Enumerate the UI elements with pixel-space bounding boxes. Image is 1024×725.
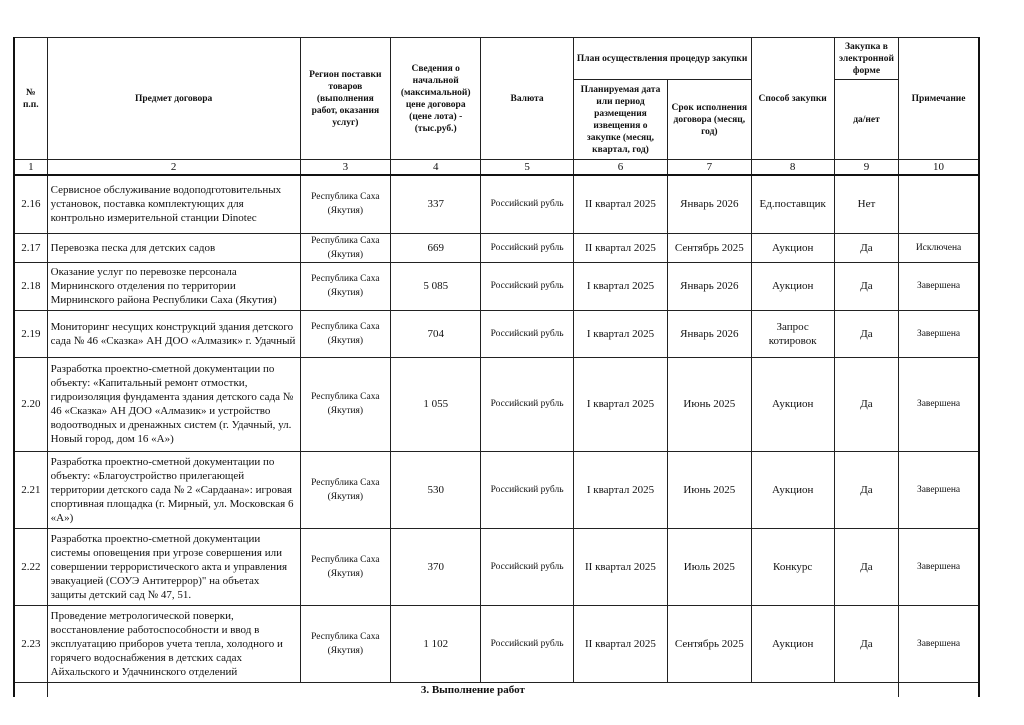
row-currency: Российский рубль [481, 175, 573, 233]
column-number: 5 [481, 160, 573, 176]
row-currency: Российский рубль [481, 528, 573, 605]
header-deadline: Срок исполнения договора (месяц, год) [668, 80, 751, 160]
row-method: Аукцион [751, 451, 834, 528]
row-currency: Российский рубль [481, 233, 573, 262]
header-electronic: да/нет [834, 80, 898, 160]
header-subject: Предмет договора [47, 38, 300, 160]
row-method: Конкурс [751, 528, 834, 605]
row-subject: Перевозка песка для детских садов [47, 233, 300, 262]
row-number: 2.16 [14, 175, 47, 233]
row-subject: Разработка проектно-сметной документации по объекту: «Благоустройство прилегающей территории детского сада № 2 «Сардаана»: игровая спортивная площадка (г. Мирный, ул. Московская 6 «А») [47, 451, 300, 528]
row-subject: Разработка проектно-сметной документации системы оповещения при угрозе совершения или совершении террористического акта и управления эвакуацией (СОУЭ Антитеррор)" на объетах защиты детский сад № 47, 51. [47, 528, 300, 605]
row-note: Завершена [899, 262, 979, 310]
row-notice-date: I квартал 2025 [573, 451, 667, 528]
row-notice-date: I квартал 2025 [573, 357, 667, 451]
row-subject: Разработка проектно-сметной документации по объекту: «Капитальный ремонт отмостки, гидроизоляция фундамента здания детского сада № 46 «Сказка» АН ДОО «Алмазик» и устройство водоотводных и дренажных систем (г. Удачный, ул. Новый город, дом 16 «А») [47, 357, 300, 451]
row-price: 5 085 [391, 262, 481, 310]
column-number: 8 [751, 160, 834, 176]
row-number: 2.22 [14, 528, 47, 605]
row-number: 2.18 [14, 262, 47, 310]
row-deadline: Сентябрь 2025 [668, 233, 751, 262]
row-note: Завершена [899, 605, 979, 682]
column-number: 9 [834, 160, 898, 176]
row-note: Завершена [899, 528, 979, 605]
row-price: 530 [391, 451, 481, 528]
row-number: 2.20 [14, 357, 47, 451]
row-region: Республика Саха (Якутия) [300, 310, 390, 357]
row-method: Ед.поставщик [751, 175, 834, 233]
row-electronic: Да [834, 605, 898, 682]
row-price: 1 102 [391, 605, 481, 682]
header-number: № п.п. [14, 38, 47, 160]
table-row [14, 233, 979, 262]
row-deadline: Июнь 2025 [668, 451, 751, 528]
row-notice-date: II квартал 2025 [573, 233, 667, 262]
column-number: 2 [47, 160, 300, 176]
row-method: Аукцион [751, 357, 834, 451]
row-deadline: Январь 2026 [668, 310, 751, 357]
row-method: Аукцион [751, 262, 834, 310]
header-currency: Валюта [481, 38, 573, 160]
header-plan-group: План осуществления процедур закупки [573, 38, 751, 80]
table-row [14, 528, 979, 605]
row-number: 2.23 [14, 605, 47, 682]
row-subject: Проведение метрологической поверки, восстановление работоспособности и ввод в эксплуатацию приборов учета тепла, холодного и горячего водоснабжения в детских садах Айхальского и Удачнинского отделений [47, 605, 300, 682]
row-notice-date: II квартал 2025 [573, 528, 667, 605]
row-deadline: Сентябрь 2025 [668, 605, 751, 682]
column-number: 3 [300, 160, 390, 176]
row-method: Аукцион [751, 605, 834, 682]
column-numbers-row [14, 160, 979, 176]
row-region: Республика Саха (Якутия) [300, 605, 390, 682]
row-electronic: Да [834, 451, 898, 528]
table-row [14, 175, 979, 233]
row-method: Запрос котировок [751, 310, 834, 357]
table-row [14, 310, 979, 357]
row-price: 370 [391, 528, 481, 605]
row-note: Завершена [899, 310, 979, 357]
row-notice-date: I квартал 2025 [573, 310, 667, 357]
row-price: 337 [391, 175, 481, 233]
header-electronic-group: Закупка в электронной форме [834, 38, 898, 80]
row-deadline: Июнь 2025 [668, 357, 751, 451]
row-currency: Российский рубль [481, 605, 573, 682]
row-region: Республика Саха (Якутия) [300, 451, 390, 528]
row-notice-date: II квартал 2025 [573, 605, 667, 682]
section-title: 3. Выполнение работ [47, 682, 898, 697]
row-region: Республика Саха (Якутия) [300, 357, 390, 451]
row-number: 2.21 [14, 451, 47, 528]
procurement-plan-table [13, 37, 980, 697]
row-number: 2.19 [14, 310, 47, 357]
row-region: Республика Саха (Якутия) [300, 528, 390, 605]
column-number: 4 [391, 160, 481, 176]
row-region: Республика Саха (Якутия) [300, 175, 390, 233]
row-subject: Сервисное обслуживание водоподготовительных установок, поставка комплектующих для контрольно измерительной станции Dinotec [47, 175, 300, 233]
row-currency: Российский рубль [481, 451, 573, 528]
row-electronic: Да [834, 357, 898, 451]
row-electronic: Да [834, 310, 898, 357]
row-deadline: Январь 2026 [668, 262, 751, 310]
column-number: 6 [573, 160, 667, 176]
row-number: 2.17 [14, 233, 47, 262]
column-number: 10 [899, 160, 979, 176]
row-note: Завершена [899, 357, 979, 451]
row-deadline: Июль 2025 [668, 528, 751, 605]
row-notice-date: I квартал 2025 [573, 262, 667, 310]
row-note [899, 175, 979, 233]
row-price: 669 [391, 233, 481, 262]
row-currency: Российский рубль [481, 357, 573, 451]
row-price: 704 [391, 310, 481, 357]
column-number: 7 [668, 160, 751, 176]
row-notice-date: II квартал 2025 [573, 175, 667, 233]
header-method: Способ закупки [751, 38, 834, 160]
header-note: Примечание [899, 38, 979, 160]
header-notice-date: Планируемая дата или период размещения извещения о закупке (месяц, квартал, год) [573, 80, 667, 160]
row-note: Исключена [899, 233, 979, 262]
row-currency: Российский рубль [481, 310, 573, 357]
row-subject: Мониторинг несущих конструкций здания детского сада № 46 «Сказка» АН ДОО «Алмазик» г. Удачный [47, 310, 300, 357]
table-row [14, 262, 979, 310]
row-electronic: Да [834, 528, 898, 605]
table-row [14, 605, 979, 682]
section-row [14, 682, 979, 697]
row-subject: Оказание услуг по перевозке персонала Мирнинского отделения по территории Мирнинского района Республики Саха (Якутия) [47, 262, 300, 310]
table-row [14, 451, 979, 528]
row-deadline: Январь 2026 [668, 175, 751, 233]
row-region: Республика Саха (Якутия) [300, 262, 390, 310]
row-method: Аукцион [751, 233, 834, 262]
row-price: 1 055 [391, 357, 481, 451]
row-electronic: Нет [834, 175, 898, 233]
row-note: Завершена [899, 451, 979, 528]
row-electronic: Да [834, 233, 898, 262]
header-price: Сведения о начальной (максимальной) цене договора (цене лота) - (тыс.руб.) [391, 38, 481, 160]
table-row [14, 357, 979, 451]
row-region: Республика Саха (Якутия) [300, 233, 390, 262]
row-currency: Российский рубль [481, 262, 573, 310]
row-electronic: Да [834, 262, 898, 310]
column-number: 1 [14, 160, 47, 176]
header-region: Регион поставки товаров (выполнения работ, оказания услуг) [300, 38, 390, 160]
